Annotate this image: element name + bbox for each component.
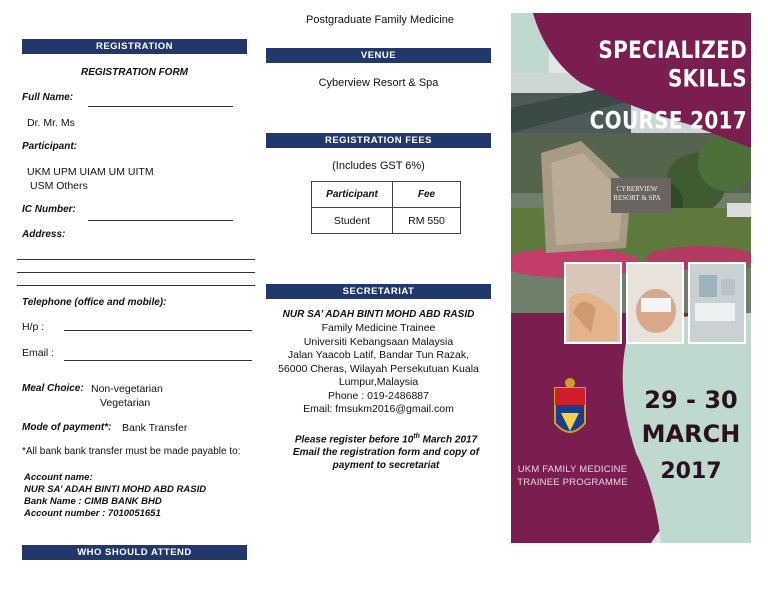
participant-options-line1[interactable]: UKM UPM UIAM UM UITM	[27, 166, 154, 178]
notice-line-3: payment to secretariat	[332, 460, 440, 472]
resort-sign-line2: RESORT & SPA	[613, 194, 661, 202]
full-name-label: Full Name:	[22, 92, 74, 103]
table-row	[312, 208, 461, 234]
page-header: Postgraduate Family Medicine	[306, 14, 454, 26]
table-header-participant: Participant	[312, 182, 393, 208]
address-line-1[interactable]	[17, 259, 255, 260]
account-name-value: NUR SA’ ADAH BINTI MOHD ABD RASID	[24, 484, 207, 495]
email-field[interactable]	[64, 360, 252, 361]
secretariat-line: Lumpur,Malaysia	[338, 376, 419, 388]
meal-option-veg[interactable]: Vegetarian	[100, 397, 151, 409]
date-month: MARCH	[641, 420, 741, 448]
secretariat-line: Family Medicine Trainee	[321, 322, 436, 334]
resort-sign-line1: CYBERVIEW	[616, 185, 658, 193]
payment-mode-label: Mode of payment*:	[22, 422, 112, 433]
clinical-photo-2	[627, 263, 683, 343]
secretariat-address	[266, 322, 491, 417]
registration-fees-bar: REGISTRATION FEES	[266, 133, 491, 148]
notice-line-1: Please register before 10th March 2017	[294, 433, 478, 446]
course-title-line1: SPECIALIZED SKILLS	[598, 35, 747, 93]
gst-note: (Includes GST 6%)	[332, 160, 425, 172]
programme-line2: TRAINEE PROGRAMME	[517, 477, 628, 488]
table-cell-fee: RM 550	[393, 208, 461, 234]
fees-table	[311, 181, 461, 234]
registration-form-title: REGISTRATION FORM	[80, 67, 189, 78]
course-title-line2: COURSE 2017	[589, 105, 747, 135]
secretariat-line: Universiti Kebangsaan Malaysia	[303, 335, 454, 348]
participant-label: Participant:	[22, 141, 78, 152]
meal-choice-label: Meal Choice:	[22, 383, 84, 394]
programme-line1: UKM FAMILY MEDICINE	[517, 464, 628, 475]
meal-option-nonveg[interactable]: Non-vegetarian	[91, 383, 163, 395]
date-days: 29 - 30	[644, 386, 738, 414]
clinical-photo-3	[689, 263, 745, 343]
bank-name-line: Bank Name : CIMB BANK BHD	[24, 496, 162, 507]
registration-section-bar: REGISTRATION	[22, 39, 247, 54]
secretariat-line: Jalan Yaacob Latif, Bandar Tun Razak,	[287, 349, 470, 361]
who-should-attend-bar: WHO SHOULD ATTEND	[22, 545, 247, 560]
clinical-photo-1	[565, 263, 621, 343]
course-title	[559, 35, 747, 135]
programme-name	[515, 463, 630, 489]
registration-notice	[266, 430, 506, 472]
address-label: Address:	[22, 229, 66, 240]
email-label: Email :	[22, 347, 55, 359]
table-cell-participant: Student	[312, 208, 393, 234]
secretariat-bar: SECRETARIAT	[266, 284, 491, 299]
account-name-label: Account name:	[24, 472, 93, 483]
address-line-2[interactable]	[17, 272, 255, 273]
date-year: 2017	[660, 459, 722, 484]
secretariat-phone: Phone : 019-2486887	[327, 389, 429, 402]
secretariat-name: NUR SA’ ADAH BINTI MOHD ABD RASID	[282, 309, 475, 320]
full-name-field[interactable]	[88, 106, 233, 107]
ic-number-field[interactable]	[88, 220, 233, 221]
title-options[interactable]: Dr. Mr. Ms	[27, 117, 75, 129]
venue-name: Cyberview Resort & Spa	[318, 77, 439, 89]
secretariat-email[interactable]: Email: fmsukm2016@gmail.com	[303, 403, 454, 415]
address-line-3[interactable]	[17, 285, 255, 286]
telephone-label: Telephone (office and mobile):	[22, 297, 167, 308]
table-header-row	[312, 182, 461, 208]
hp-field[interactable]	[64, 330, 252, 331]
account-number-line: Account number : 7010051651	[24, 508, 161, 519]
table-header-fee: Fee	[393, 182, 461, 208]
payment-mode-value: Bank Transfer	[122, 422, 188, 434]
cover-panel	[511, 13, 751, 543]
secretariat-line: 56000 Cheras, Wilayah Persekutuan Kuala	[278, 362, 479, 375]
ic-number-label: IC Number:	[22, 204, 76, 215]
resort-sign	[607, 185, 667, 203]
notice-line-2: Email the registration form and copy of	[292, 447, 480, 459]
bank-transfer-note: *All bank bank transfer must be made payable to:	[22, 446, 241, 457]
participant-options-line2[interactable]: USM Others	[30, 180, 88, 192]
hp-label: H/p :	[22, 321, 45, 333]
venue-bar: VENUE	[266, 48, 491, 63]
event-dates	[631, 385, 751, 491]
